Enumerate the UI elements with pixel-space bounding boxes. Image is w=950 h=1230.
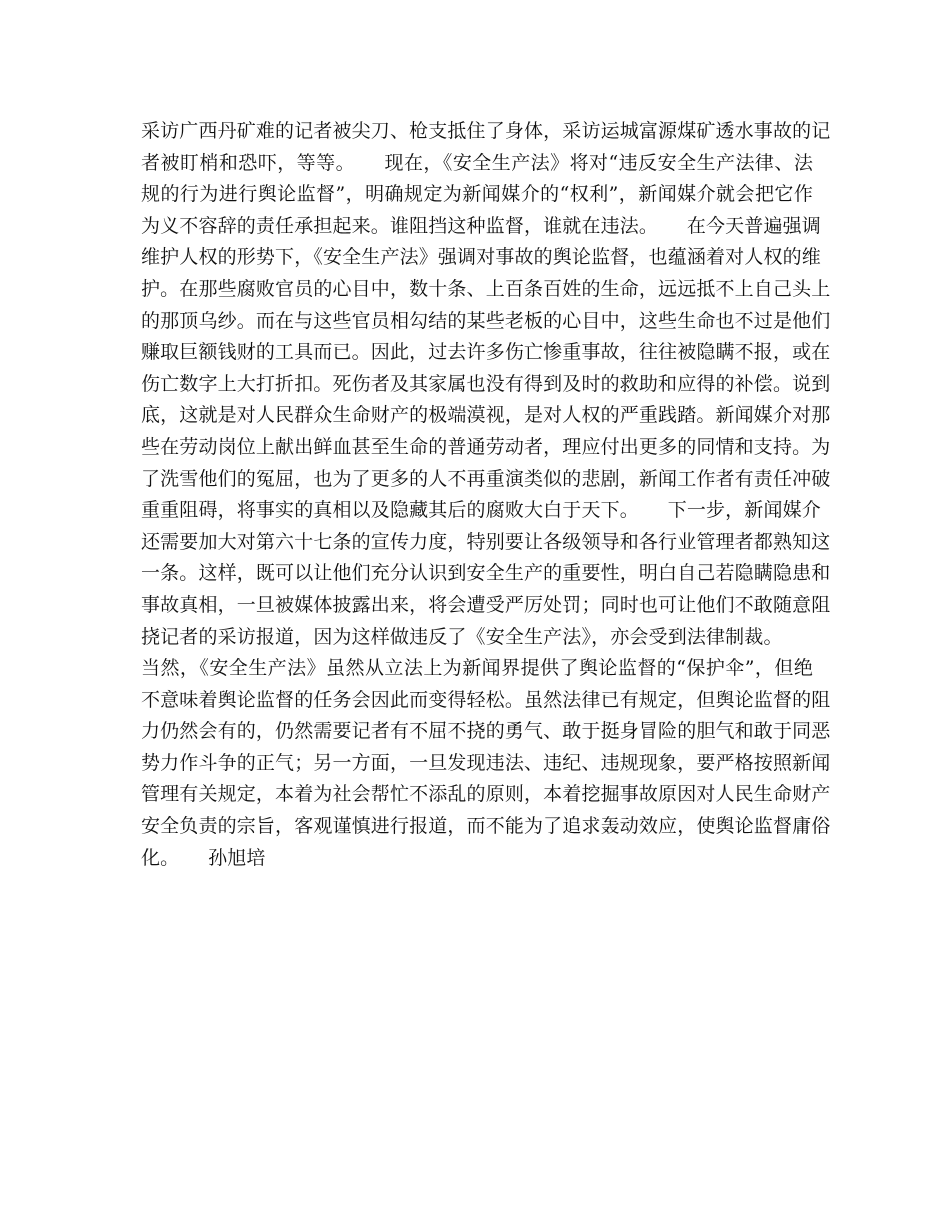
text-line: 者被盯梢和恐吓，等等。 现在，《安全生产法》将对“违反安全生产法律、法 <box>141 151 813 174</box>
author-line: 化。 孙旭培 <box>141 846 266 869</box>
text-line: 伤亡数字上大打折扣。死伤者及其家属也没有得到及时的救助和应得的补偿。说到 <box>141 372 831 395</box>
text-line: 一条。这样，既可以让他们充分认识到安全生产的重要性，明白自己若隐瞒隐患和 <box>141 562 831 585</box>
text-line: 了洗雪他们的冤屈，也为了更多的人不再重演类似的悲剧，新闻工作者有责任冲破 <box>141 467 831 490</box>
text-line: 还需要加大对第六十七条的宣传力度，特别要让各级领导和各行业管理者都熟知这 <box>141 530 831 553</box>
text-line: 些在劳动岗位上献出鲜血甚至生命的普通劳动者，理应付出更多的同情和支持。为 <box>141 435 831 458</box>
text-line: 不意味着舆论监督的任务会因此而变得轻松。虽然法律已有规定，但舆论监督的阻 <box>141 688 831 711</box>
text-line: 护。在那些腐败官员的心目中，数十条、上百条百姓的生命，远远抵不上自己头上 <box>141 277 831 300</box>
text-line: 底，这就是对人民群众生命财产的极端漠视，是对人权的严重践踏。新闻媒介对那 <box>141 404 831 427</box>
text-line: 力仍然会有的，仍然需要记者有不屈不挠的勇气、敢于挺身冒险的胆气和敢于同恶 <box>141 720 831 743</box>
text-line: 赚取巨额钱财的工具而已。因此，过去许多伤亡惨重事故，往往被隐瞒不报，或在 <box>141 341 831 364</box>
text-line: 为义不容辞的责任承担起来。谁阻挡这种监督，谁就在违法。 在今天普遍强调 <box>141 214 821 237</box>
text-line: 维护人权的形势下，《安全生产法》强调对事故的舆论监督，也蕴涵着对人权的维 <box>141 246 821 269</box>
text-line: 重重阻碍，将事实的真相以及隐藏其后的腐败大白于天下。 下一步，新闻媒介 <box>141 499 821 522</box>
text-line: 当然，《安全生产法》虽然从立法上为新闻界提供了舆论监督的“保护伞”，但绝 <box>141 657 813 680</box>
text-line: 安全负责的宗旨，客观谨慎进行报道，而不能为了追求轰动效应，使舆论监督庸俗 <box>141 815 831 838</box>
text-line: 采访广西丹矿难的记者被尖刀、枪支抵住了身体，采访运城富源煤矿透水事故的记 <box>141 120 831 142</box>
text-line: 挠记者的采访报道，因为这样做违反了《安全生产法》，亦会受到法律制裁。 <box>141 625 783 648</box>
text-line: 的那顶乌纱。而在与这些官员相勾结的某些老板的心目中，这些生命也不过是他们 <box>141 309 831 332</box>
text-line: 事故真相，一旦被媒体披露出来，将会遭受严厉处罚；同时也可让他们不敢随意阻 <box>141 593 831 616</box>
article-body <box>141 116 831 874</box>
text-line: 势力作斗争的正气；另一方面，一旦发现违法、违纪、违规现象，要严格按照新闻 <box>141 751 831 774</box>
text-line: 规的行为进行舆论监督”，明确规定为新闻媒介的“权利”，新闻媒介就会把它作 <box>141 183 813 206</box>
text-line: 管理有关规定，本着为社会帮忙不添乱的原则，本着挖掘事故原因对人民生命财产 <box>141 783 831 806</box>
